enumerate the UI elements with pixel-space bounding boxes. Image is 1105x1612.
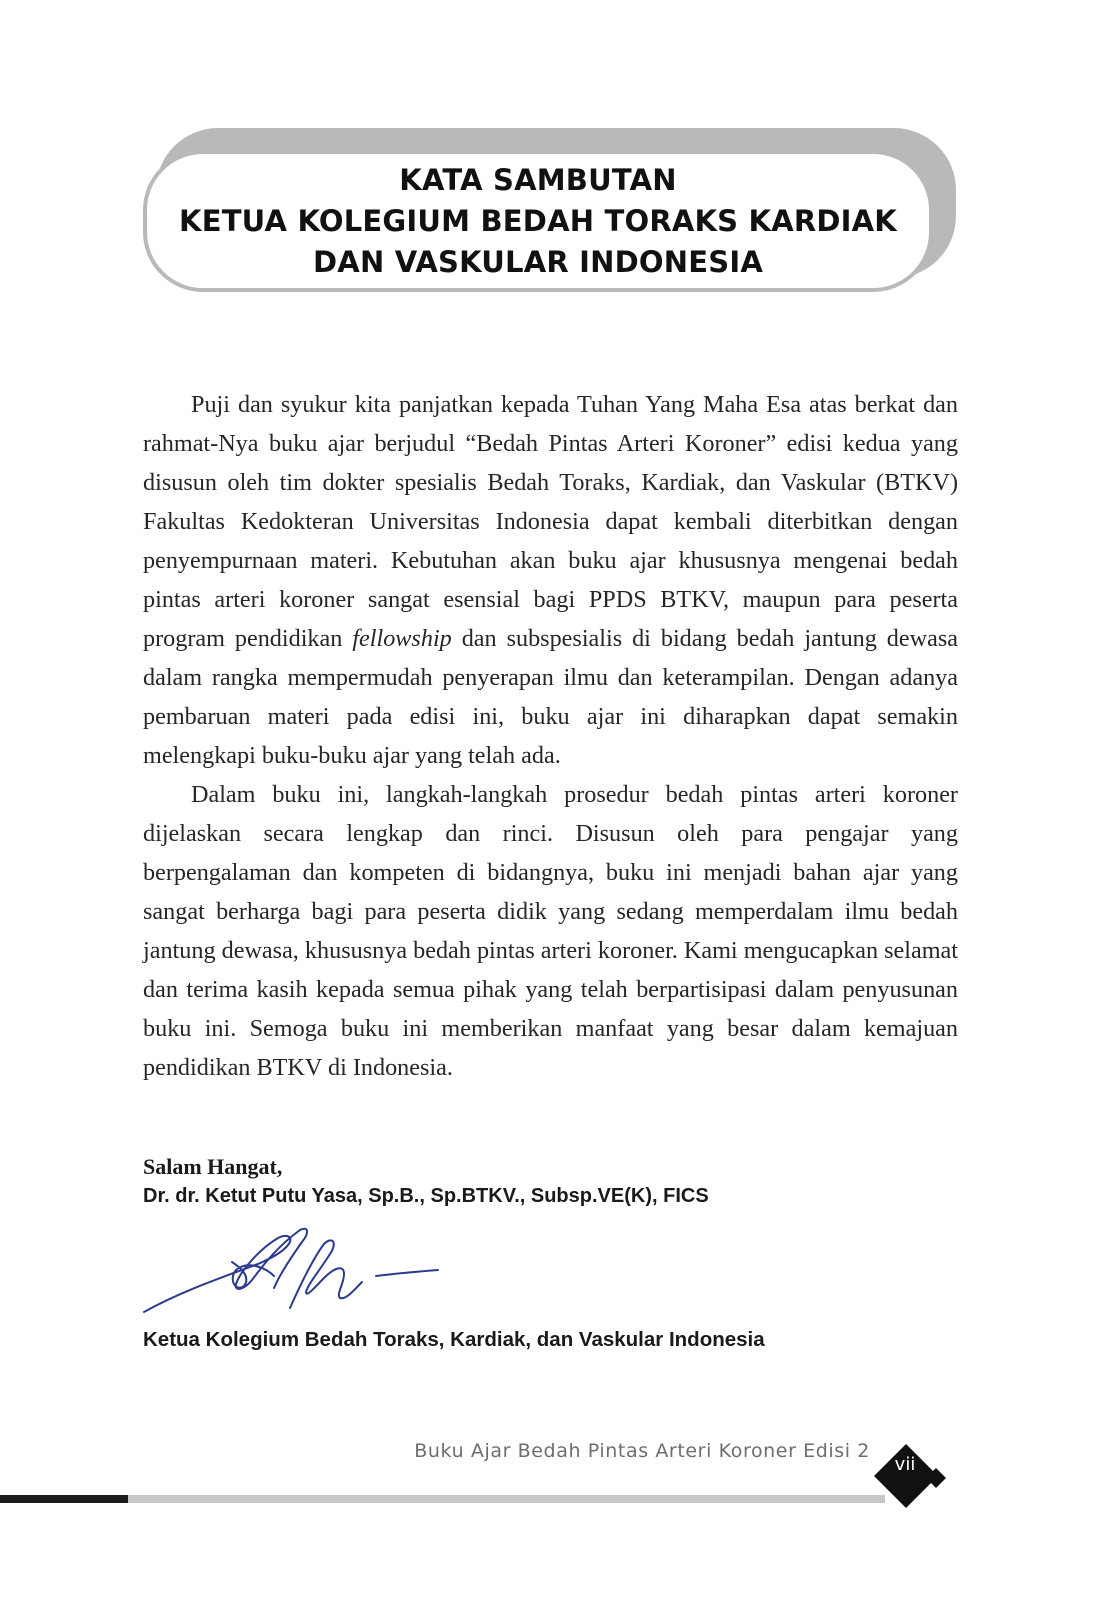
signature-stroke-3 xyxy=(290,1240,362,1308)
signature-stroke-4 xyxy=(376,1270,438,1276)
title-line-3: DAN VASKULAR INDONESIA xyxy=(313,245,763,279)
body-text xyxy=(143,385,958,1087)
signature-stroke-2 xyxy=(232,1262,274,1288)
paragraph-1-part-b: dan subspesialis di bidang bedah jantung dewasa dalam rangka mempermudah penyerapan ilmu dan keterampilan. Dengan adanya pembaruan materi pada edisi ini, buku ajar ini diharapkan dapat semakin melengkapi buku-buku ajar yang telah ada. xyxy=(143,625,958,769)
greeting: Salam Hangat, xyxy=(143,1154,283,1179)
closing-block xyxy=(143,1150,282,1184)
page-number: vii xyxy=(894,1454,916,1475)
paragraph-1 xyxy=(143,385,958,775)
signatory-name: Dr. dr. Ketut Putu Yasa, Sp.B., Sp.BTKV., Subsp.VE(K), FICS xyxy=(143,1185,709,1207)
footer-book-title: Buku Ajar Bedah Pintas Arteri Koroner Edisi 2 xyxy=(414,1440,870,1462)
signature-stroke-1 xyxy=(144,1229,307,1312)
title-line-2: KETUA KOLEGIUM BEDAH TORAKS KARDIAK xyxy=(179,204,897,238)
footer-bar-dark xyxy=(0,1495,128,1503)
signatory-role: Ketua Kolegium Bedah Toraks, Kardiak, dan Vaskular Indonesia xyxy=(143,1328,765,1351)
footer-bar-light xyxy=(128,1495,885,1503)
page-title xyxy=(143,160,933,283)
title-line-1: KATA SAMBUTAN xyxy=(399,163,677,197)
handwritten-signature xyxy=(140,1220,450,1320)
paragraph-1-part-a: Puji dan syukur kita panjatkan kepada Tuhan Yang Maha Esa atas berkat dan rahmat-Nya buku ajar berjudul “Bedah Pintas Arteri Koroner” edisi kedua yang disusun oleh tim dokter spesialis Bedah Toraks, Kardiak, dan Vaskular (BTKV) Fakultas Kedokteran Universitas Indonesia dapat kembali diterbitkan dengan penyempurnaan materi. Kebutuhan akan buku ajar khususnya mengenai bedah pintas arteri koroner sangat esensial bagi PPDS BTKV, maupun para peserta program pendidikan xyxy=(143,391,958,652)
paragraph-1-emphasis: fellowship xyxy=(352,625,452,652)
page-number-badge xyxy=(870,1440,950,1520)
paragraph-2: Dalam buku ini, langkah-langkah prosedur bedah pintas arteri koroner dijelaskan secara lengkap dan rinci. Disusun oleh para pengajar yang berpengalaman dan kompeten di bidangnya, buku ini menjadi bahan ajar yang sangat berharga bagi para peserta didik yang sedang memperdalam ilmu bedah jantung dewasa, khususnya bedah pintas arteri koroner. Kami mengucapkan selamat dan terima kasih kepada semua pihak yang telah berpartisipasi dalam penyusunan buku ini. Semoga buku ini memberikan manfaat yang besar dalam kemajuan pendidikan BTKV di Indonesia. xyxy=(143,781,958,1081)
